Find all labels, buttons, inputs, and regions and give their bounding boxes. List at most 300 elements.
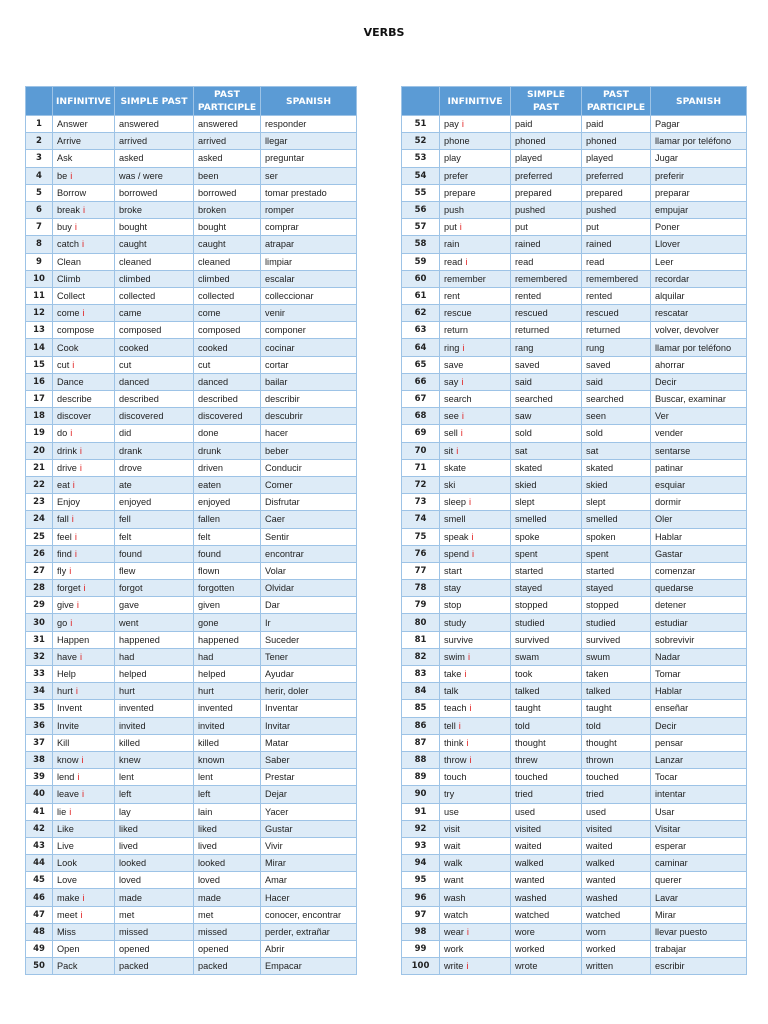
row-number: 56 (402, 201, 440, 218)
spanish-cell: trabajar (651, 941, 747, 958)
simple-past-cell: played (511, 150, 582, 167)
irregular-marker: i (472, 548, 475, 559)
infinitive-cell (440, 494, 511, 511)
infinitive-text: remember (444, 273, 486, 284)
spanish-cell: querer (651, 872, 747, 889)
simple-past-cell: was / were (115, 167, 194, 184)
table-row (402, 116, 747, 133)
row-number: 50 (26, 958, 53, 975)
row-number: 30 (26, 614, 53, 631)
past-participle-cell: pushed (582, 201, 651, 218)
past-participle-cell: washed (582, 889, 651, 906)
table-row (26, 236, 357, 253)
infinitive-cell (53, 734, 115, 751)
infinitive-text: use (444, 806, 459, 817)
infinitive-text: Ask (57, 153, 73, 164)
spanish-cell: Tomar (651, 666, 747, 683)
infinitive-text: Clean (57, 256, 82, 267)
past-participle-cell: saved (582, 356, 651, 373)
row-number: 84 (402, 683, 440, 700)
infinitive-text: Arrive (57, 136, 81, 147)
spanish-cell: Visitar (651, 820, 747, 837)
infinitive-text: smell (444, 514, 466, 525)
infinitive-text: study (444, 617, 466, 628)
past-participle-cell: done (194, 425, 261, 442)
spanish-cell: componer (261, 322, 357, 339)
infinitive-cell (440, 116, 511, 133)
spanish-cell: volver, devolver (651, 322, 747, 339)
spanish-cell: Lanzar (651, 751, 747, 768)
infinitive-cell (53, 666, 115, 683)
past-participle-cell: cooked (194, 339, 261, 356)
simple-past-cell: paid (511, 116, 582, 133)
simple-past-cell: drove (115, 459, 194, 476)
row-number: 53 (402, 150, 440, 167)
infinitive-text: sell (444, 428, 458, 439)
infinitive-text: save (444, 359, 464, 370)
infinitive-cell (440, 717, 511, 734)
infinitive-cell (53, 476, 115, 493)
spanish-cell: Usar (651, 803, 747, 820)
table-row (26, 545, 357, 562)
past-participle-cell: danced (194, 373, 261, 390)
spanish-cell: Comer (261, 476, 357, 493)
infinitive-text: find (57, 548, 72, 559)
table-row (402, 528, 747, 545)
row-number: 71 (402, 459, 440, 476)
infinitive-cell (440, 133, 511, 150)
simple-past-cell: asked (115, 150, 194, 167)
simple-past-cell: spoke (511, 528, 582, 545)
infinitive-text: Open (57, 944, 80, 955)
past-participle-cell: seen (582, 408, 651, 425)
past-participle-cell: described (194, 391, 261, 408)
simple-past-cell: missed (115, 923, 194, 940)
simple-past-cell: worked (511, 941, 582, 958)
simple-past-cell: saw (511, 408, 582, 425)
simple-past-cell: danced (115, 373, 194, 390)
past-participle-cell: flown (194, 562, 261, 579)
irregular-marker: i (466, 737, 469, 748)
infinitive-text: push (444, 205, 464, 216)
simple-past-cell: prepared (511, 184, 582, 201)
spanish-cell: Ayudar (261, 666, 357, 683)
row-number: 57 (402, 219, 440, 236)
past-participle-cell: smelled (582, 511, 651, 528)
infinitive-text: put (444, 222, 457, 233)
past-participle-cell: been (194, 167, 261, 184)
infinitive-text: eat (57, 480, 70, 491)
simple-past-cell: threw (511, 751, 582, 768)
simple-past-cell: wanted (511, 872, 582, 889)
past-participle-cell: found (194, 545, 261, 562)
header-spanish: SPANISH (651, 87, 747, 116)
table-row (26, 614, 357, 631)
infinitive-text: work (444, 944, 464, 955)
spanish-cell: estudiar (651, 614, 747, 631)
past-participle-cell: wanted (582, 872, 651, 889)
simple-past-cell: cleaned (115, 253, 194, 270)
row-number: 43 (26, 837, 53, 854)
simple-past-cell: hurt (115, 683, 194, 700)
past-participle-cell: used (582, 803, 651, 820)
infinitive-cell (440, 356, 511, 373)
spanish-cell: Saber (261, 751, 357, 768)
header-past-participle: PAST PARTICIPLE (582, 87, 651, 116)
header-infinitive: INFINITIVE (440, 87, 511, 116)
past-participle-cell: taken (582, 666, 651, 683)
simple-past-cell: cooked (115, 339, 194, 356)
infinitive-text: search (444, 394, 472, 405)
infinitive-text: Happen (57, 634, 90, 645)
table-row (402, 150, 747, 167)
past-participle-cell: collected (194, 287, 261, 304)
infinitive-text: phone (444, 136, 470, 147)
simple-past-cell: saved (511, 356, 582, 373)
infinitive-cell (440, 597, 511, 614)
row-number: 31 (26, 631, 53, 648)
irregular-marker: i (69, 806, 72, 817)
row-number: 23 (26, 494, 53, 511)
infinitive-text: tell (444, 720, 456, 731)
spanish-cell: rescatar (651, 305, 747, 322)
table-row (26, 734, 357, 751)
table-row (402, 184, 747, 201)
spanish-cell: escribir (651, 958, 747, 975)
spanish-cell: limpiar (261, 253, 357, 270)
row-number: 13 (26, 322, 53, 339)
row-number: 61 (402, 287, 440, 304)
row-number: 86 (402, 717, 440, 734)
infinitive-cell (53, 511, 115, 528)
spanish-cell: caminar (651, 855, 747, 872)
past-participle-cell: rained (582, 236, 651, 253)
irregular-marker: i (464, 669, 467, 680)
table-row (26, 666, 357, 683)
spanish-cell: Decir (651, 717, 747, 734)
header-number (26, 87, 53, 116)
infinitive-cell (53, 391, 115, 408)
spanish-cell: preguntar (261, 150, 357, 167)
past-participle-cell: rung (582, 339, 651, 356)
simple-past-cell: lay (115, 803, 194, 820)
irregular-marker: i (79, 445, 82, 456)
table-row (26, 872, 357, 889)
spanish-cell: recordar (651, 270, 747, 287)
infinitive-text: Miss (57, 926, 76, 937)
simple-past-cell: taught (511, 700, 582, 717)
infinitive-text: read (444, 256, 463, 267)
header-row (26, 87, 357, 116)
spanish-cell: bailar (261, 373, 357, 390)
past-participle-cell: driven (194, 459, 261, 476)
past-participle-cell: invented (194, 700, 261, 717)
spanish-cell: Dar (261, 597, 357, 614)
table-row (402, 322, 747, 339)
past-participle-cell: stayed (582, 580, 651, 597)
spanish-cell: Disfrutar (261, 494, 357, 511)
past-participle-cell: told (582, 717, 651, 734)
past-participle-cell: drunk (194, 442, 261, 459)
infinitive-cell (53, 958, 115, 975)
infinitive-text: throw (444, 755, 467, 766)
infinitive-text: Invent (57, 703, 83, 714)
table-row (26, 820, 357, 837)
simple-past-cell: made (115, 889, 194, 906)
table-row (26, 786, 357, 803)
infinitive-text: stop (444, 600, 462, 611)
past-participle-cell: said (582, 373, 651, 390)
table-row (26, 855, 357, 872)
simple-past-cell: knew (115, 751, 194, 768)
infinitive-cell (53, 648, 115, 665)
infinitive-cell (53, 803, 115, 820)
spanish-cell: describir (261, 391, 357, 408)
simple-past-cell: started (511, 562, 582, 579)
infinitive-text: speak (444, 531, 469, 542)
infinitive-text: Love (57, 875, 77, 886)
past-participle-cell: sold (582, 425, 651, 442)
infinitive-cell (53, 322, 115, 339)
past-participle-cell: taught (582, 700, 651, 717)
spanish-cell: Gustar (261, 820, 357, 837)
row-number: 93 (402, 837, 440, 854)
row-number: 73 (402, 494, 440, 511)
spanish-cell: patinar (651, 459, 747, 476)
simple-past-cell: fell (115, 511, 194, 528)
spanish-cell: Hacer (261, 889, 357, 906)
past-participle-cell: spoken (582, 528, 651, 545)
past-participle-cell: remembered (582, 270, 651, 287)
simple-past-cell: rained (511, 236, 582, 253)
table-row (26, 958, 357, 975)
infinitive-text: Look (57, 858, 77, 869)
infinitive-cell (53, 184, 115, 201)
past-participle-cell: liked (194, 820, 261, 837)
table-row (26, 391, 357, 408)
infinitive-text: talk (444, 686, 459, 697)
spanish-cell: Mirar (261, 855, 357, 872)
header-number (402, 87, 440, 116)
infinitive-text: write (444, 961, 464, 972)
simple-past-cell: wrote (511, 958, 582, 975)
infinitive-text: visit (444, 823, 460, 834)
infinitive-text: teach (444, 703, 467, 714)
spanish-cell: Volar (261, 562, 357, 579)
infinitive-cell (440, 562, 511, 579)
row-number: 18 (26, 408, 53, 425)
simple-past-cell: visited (511, 820, 582, 837)
spanish-cell: Oler (651, 511, 747, 528)
infinitive-cell (440, 476, 511, 493)
past-participle-cell: killed (194, 734, 261, 751)
row-number: 17 (26, 391, 53, 408)
table-row (26, 305, 357, 322)
table-row (402, 305, 747, 322)
infinitive-text: give (57, 600, 74, 611)
simple-past-cell: lived (115, 837, 194, 854)
past-participle-cell: composed (194, 322, 261, 339)
past-participle-cell: rescued (582, 305, 651, 322)
row-number: 3 (26, 150, 53, 167)
infinitive-cell (440, 511, 511, 528)
row-number: 20 (26, 442, 53, 459)
row-number: 79 (402, 597, 440, 614)
table-row (402, 631, 747, 648)
row-number: 69 (402, 425, 440, 442)
simple-past-cell: stopped (511, 597, 582, 614)
table-row (26, 150, 357, 167)
row-number: 90 (402, 786, 440, 803)
infinitive-text: take (444, 669, 462, 680)
past-participle-cell: played (582, 150, 651, 167)
infinitive-text: wait (444, 840, 461, 851)
infinitive-cell (53, 528, 115, 545)
spanish-cell: dormir (651, 494, 747, 511)
row-number: 10 (26, 270, 53, 287)
simple-past-cell: tried (511, 786, 582, 803)
infinitive-cell (53, 872, 115, 889)
past-participle-cell: helped (194, 666, 261, 683)
infinitive-text: want (444, 875, 464, 886)
row-number: 9 (26, 253, 53, 270)
spanish-cell: Poner (651, 219, 747, 236)
row-number: 100 (402, 958, 440, 975)
header-simple-past: SIMPLE PAST (115, 87, 194, 116)
infinitive-cell (53, 786, 115, 803)
simple-past-cell: washed (511, 889, 582, 906)
spanish-cell: Inventar (261, 700, 357, 717)
infinitive-text: Help (57, 669, 76, 680)
simple-past-cell: stayed (511, 580, 582, 597)
infinitive-text: prepare (444, 187, 476, 198)
infinitive-cell (440, 305, 511, 322)
row-number: 41 (26, 803, 53, 820)
past-participle-cell: thought (582, 734, 651, 751)
row-number: 77 (402, 562, 440, 579)
infinitive-text: drive (57, 462, 77, 473)
past-participle-cell: gone (194, 614, 261, 631)
simple-past-cell: packed (115, 958, 194, 975)
table-row (26, 201, 357, 218)
spanish-cell: venir (261, 305, 357, 322)
infinitive-cell (440, 236, 511, 253)
spanish-cell: Nadar (651, 648, 747, 665)
table-row (26, 322, 357, 339)
infinitive-text: Dance (57, 376, 84, 387)
infinitive-cell (53, 356, 115, 373)
infinitive-cell (440, 253, 511, 270)
infinitive-cell (440, 820, 511, 837)
spanish-cell: cortar (261, 356, 357, 373)
irregular-marker: i (83, 583, 86, 594)
infinitive-text: lend (57, 772, 75, 783)
infinitive-cell (440, 751, 511, 768)
infinitive-text: swim (444, 651, 465, 662)
simple-past-cell: talked (511, 683, 582, 700)
table-row (26, 528, 357, 545)
row-number: 54 (402, 167, 440, 184)
simple-past-cell: waited (511, 837, 582, 854)
infinitive-text: come (57, 308, 80, 319)
simple-past-cell: enjoyed (115, 494, 194, 511)
infinitive-text: break (57, 205, 80, 216)
simple-past-cell: forgot (115, 580, 194, 597)
simple-past-cell: loved (115, 872, 194, 889)
irregular-marker: i (75, 686, 78, 697)
simple-past-cell: ate (115, 476, 194, 493)
table-row (402, 356, 747, 373)
row-number: 27 (26, 562, 53, 579)
spanish-cell: Yacer (261, 803, 357, 820)
simple-past-cell: pushed (511, 201, 582, 218)
simple-past-cell: watched (511, 906, 582, 923)
irregular-marker: i (456, 445, 459, 456)
row-number: 67 (402, 391, 440, 408)
past-participle-cell: put (582, 219, 651, 236)
table-row (26, 562, 357, 579)
simple-past-cell: felt (115, 528, 194, 545)
infinitive-text: fall (57, 514, 69, 525)
simple-past-cell: told (511, 717, 582, 734)
simple-past-cell: borrowed (115, 184, 194, 201)
infinitive-cell (53, 717, 115, 734)
table-row (402, 459, 747, 476)
irregular-marker: i (79, 651, 82, 662)
table-row (26, 700, 357, 717)
table-row (26, 219, 357, 236)
simple-past-cell: rented (511, 287, 582, 304)
irregular-marker: i (74, 548, 77, 559)
infinitive-text: wear (444, 926, 464, 937)
infinitive-cell (53, 614, 115, 631)
infinitive-cell (53, 820, 115, 837)
table-row (402, 425, 747, 442)
table-row (26, 408, 357, 425)
row-number: 37 (26, 734, 53, 751)
table-row (402, 648, 747, 665)
simple-past-cell: preferred (511, 167, 582, 184)
row-number: 33 (26, 666, 53, 683)
infinitive-cell (53, 236, 115, 253)
spanish-cell: Mirar (651, 906, 747, 923)
row-number: 4 (26, 167, 53, 184)
infinitive-cell (53, 408, 115, 425)
row-number: 99 (402, 941, 440, 958)
row-number: 35 (26, 700, 53, 717)
infinitive-cell (53, 545, 115, 562)
infinitive-text: drink (57, 445, 77, 456)
spanish-cell: Caer (261, 511, 357, 528)
irregular-marker: i (460, 428, 463, 439)
infinitive-cell (53, 459, 115, 476)
simple-past-cell: left (115, 786, 194, 803)
table-row (26, 597, 357, 614)
spanish-cell: herir, doler (261, 683, 357, 700)
spanish-cell: intentar (651, 786, 747, 803)
infinitive-text: do (57, 428, 68, 439)
past-participle-cell: felt (194, 528, 261, 545)
infinitive-text: have (57, 651, 77, 662)
simple-past-cell: walked (511, 855, 582, 872)
spanish-cell: llegar (261, 133, 357, 150)
infinitive-cell (440, 889, 511, 906)
spanish-cell: hacer (261, 425, 357, 442)
row-number: 25 (26, 528, 53, 545)
simple-past-cell: rang (511, 339, 582, 356)
past-participle-cell: known (194, 751, 261, 768)
table-row (402, 683, 747, 700)
